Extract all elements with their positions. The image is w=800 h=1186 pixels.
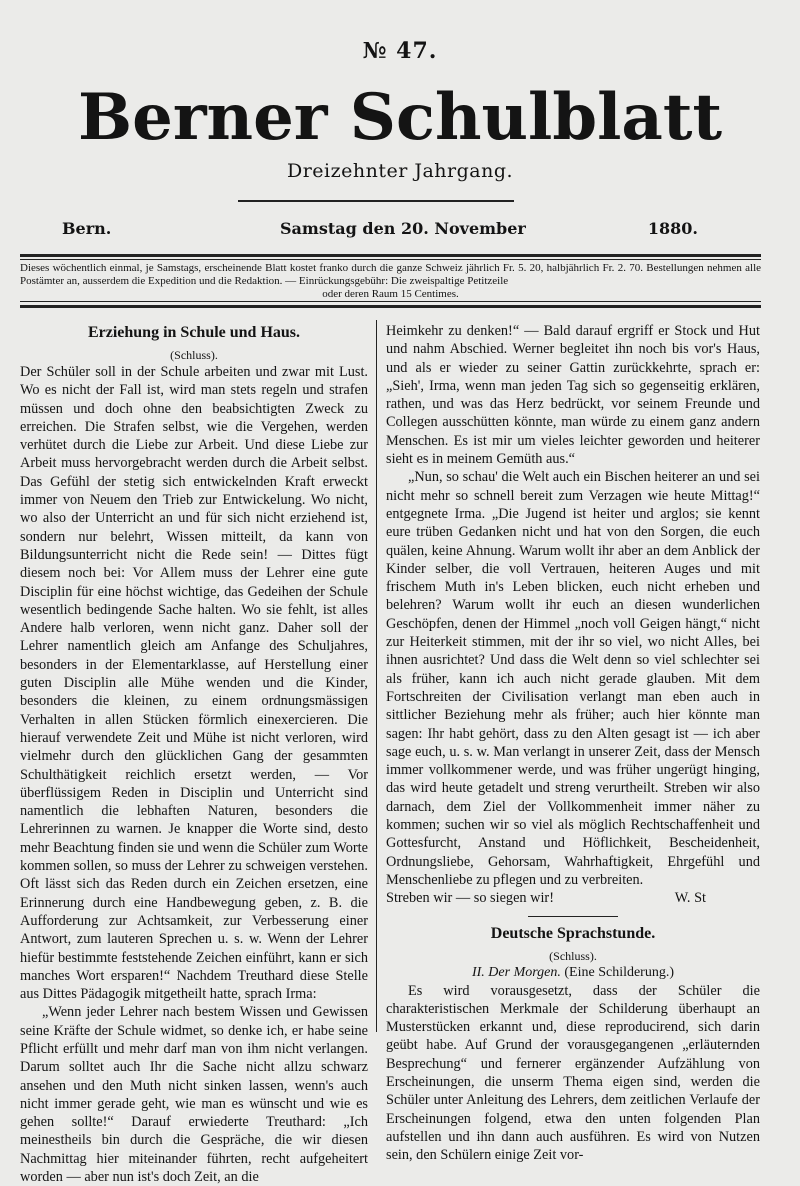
volume-line: Dreizehnter Jahrgang. (286, 160, 514, 182)
article-paragraph: Es wird vorausgesetzt, dass der Schüler die charakteristischen Merkmale der Schilderung überhaupt an Musterstücken erkannt und, diese reproducirend, sich darin geübt habe. Auf Grund der vorausgegangenen „erläuternden Besprechung“ und fernerer ergänzender Aufzählung von Erscheinungen, die unserm Thema eigen sind, werden die Schüler unter Anleitung des Lehrers, dem zeitlichen Verlaufe der Erscheinungen folgend, etwa den unten folgenden Plan aufstellen und ihn dann auch ausführen. Es wird von Nutzen sein, den Schülern einige Zeit vor- (386, 982, 760, 1164)
section-title: II. Der Morgen. (471, 964, 561, 980)
article-subtitle-schluss: (Schluss). (170, 348, 218, 362)
article-title-erziehung: Erziehung in Schule und Haus. (87, 324, 301, 341)
header-rule-top-thin (20, 259, 761, 260)
notice-rule-thin (20, 301, 761, 302)
notice-line-1: Dieses wöchentlich einmal, je Samstags, erscheinende Blatt kostet franko durch die ganze Schweiz jährlich Fr. 5. 20, halbjährlich Fr. 2. 70. (20, 262, 643, 274)
column-divider (376, 320, 377, 1032)
closing-sentence: Streben wir — so siegen wir! (386, 890, 554, 907)
section-note: (Eine Schilderung.) (564, 964, 675, 980)
closing-line (386, 889, 760, 907)
subscription-notice (20, 262, 761, 301)
place-label: Bern. (62, 219, 112, 238)
left-column (20, 322, 368, 1186)
masthead-title: Berner Schulblatt (78, 80, 722, 155)
notice-line-3: oder deren Raum 15 Centimes. (322, 288, 459, 300)
date-label: Samstag den 20. November (280, 219, 526, 238)
masthead-divider (238, 200, 514, 202)
article-paragraph: „Nun, so schau' die Welt auch ein Bischen heiterer an und sei nicht mehr so schnell bereit zum Verzagen wie heute Mittag!“ entgegnete Irma. „Die Jugend ist heiter und arglos; sie kennt eure trüben Gedanken nicht und hat von den Sorgen, die euch quälen, keine Ahnung. Warum wollt ihr aber an dem Anblick der Kinder selber, die voll Vertrauen, heiteren Auges und mit frischem Muth in's Leben blicken, euch nicht erheben und belehren? Warum wollt ihr euch an diesen wunderlichen Geschöpfen, denen der Himmel „noch voll Geigen hängt,“ nicht zur Heiterkeit stimmen, mit der ihr so viel, wo nicht Alles, bei ihnen ausrichtet? Und dass die Welt denn so viel schlechter sei als früher, kann ich auch nicht gerade glauben. Mit dem Fortschreiten der Civilisation verlangt man eben auch in sittlicher Beziehung mehr als früher; auch hier könnte man sagen: Ihr habt gehört, dass zu den Alten gesagt ist — ich aber sage euch, u. s. w. Man verlangt in unserer Zeit, dass der Mensch immer vollkommener werde, und was früher ungerügt hinging, das wird heute getadelt und streng verurtheilt. Streben wir also darnach, dem Ziel der Vollkommenheit immer näher zu kommen; suchen wir so viel als möglich Rechtschaffenheit und Gottesfurcht, Anstand und Höflichkeit, Bescheidenheit, Ordnungsliebe, Gehorsam, Wahrhaftigkeit, Ehrgefühl und Menschenliebe zu pflegen und zu verbreiten. (386, 469, 760, 888)
header-rule-top (20, 254, 761, 257)
year-label: 1880. (647, 219, 698, 238)
notice-line-2: Bestellungen nehmen alle Postämter an, ausserdem die Expedition und die Redaktion. — Einrückungsgebühr: Die zweispaltige Petitzeile (20, 262, 762, 287)
section-heading (386, 964, 760, 982)
issue-number: № 47. (362, 38, 438, 64)
article-paragraph: Der Schüler soll in der Schule arbeiten und zwar mit Lust. Wo es nicht der Fall ist, wird man stets regeln und strafen müssen und doch ohne den beabsichtigten Zweck zu erreichen. Die Strafen selbst, wie die Vergehen, werden verhütet durch die Liebe zur Arbeit. Und diese Liebe zur Arbeit muss hervorgebracht werden durch die Arbeit selbst. Das Gefühl der stetig sich entwickelnden Kraft erweckt immer von Neuem den Trieb zur Entwickelung. Wo nicht, wo also der Unterricht an und für sich nicht erziehend ist, sondern nur belehrt, Wissen mitteilt, da kann von Bildungsunterricht nicht die Rede sein! — Dittes fügt diesem noch bei: Vor Allem muss der Lehrer eine gute Disciplin für eine höchst wichtige, das Gedeihen der Schule wesentlich bedingende Sache halten. Wo sie fehlt, ist alles Andere halb verloren, wenn nicht ganz. Daher soll der Lehrer namentlich gleich am Anfange des Schuljahres, besonders in der Elementarklasse, auf Herstellung einer guten Disciplin alle Mühe wenden und die Kinder, besonders die kleinen, zu einem ordnungsmässigen Verhalten in allen Stücken förmlich einexercieren. Die hierauf verwendete Zeit und Mühe ist nicht verloren, wird vielmehr durch den glücklichen Gang der gesammten Schulthätigkeit reichlich ersetzt werden, — Vor überflüssigem Reden in Disciplin und Unterricht sind namentlich die lebhaften Naturen, besonders die Lehrerinnen zu warnen. Je knapper die Worte sind, desto mehr Beachtung finden sie und wenn die Schüler zum Worte kommen sollen, so muss der Lehrer zu schweigen verstehen. Oft lässt sich das Reden durch ein Zeichen ersetzen, eine Erinnerung durch eine Handbewegung geben, z. B. die Aufforderung zur Achtsamkeit, zur Verbesserung einer Antwort, zum lauteren Sprechen u. s. w. Wenn der Lehrer hiefür bestimmte feststehende Zeichen einführt, kann er sich manches Wort ersparen!“ Nachdem Treuthard diese Stelle aus Dittes Pädagogik mitgetheilt hatte, sprach Irma: (20, 364, 368, 1003)
author-signature: W. St (674, 890, 706, 907)
article-paragraph: „Wenn jeder Lehrer nach bestem Wissen und Gewissen seine Kräfte der Schule widmet, so denke ich, er habe seine Pflicht erfüllt und mehr darf man von ihm nicht verlangen. Darum solltet auch Ihr die Sache nicht allzu schwarz ansehen und den Muth nicht sinken lassen, wenn's auch nicht immer gerade geht, wie man es wünscht und wie es gehen sollte!“ Darauf erwiederte Treuthard: „Ich meinestheils bin durch die Gespräche, die wir diesen Nachmittag hier miteinander führten, recht aufgeheitert worden — aber nun ist's doch Zeit, an die (20, 1004, 368, 1186)
article-title-sprachstunde: Deutsche Sprachstunde. (490, 924, 656, 942)
right-column (386, 322, 760, 1164)
article-paragraph: Heimkehr zu denken!“ — Bald darauf ergriff er Stock und Hut und nahm Abschied. Werner begleitet ihn noch bis vor's Haus, und als er wieder zu seiner Gattin zurückkehrte, sprach er: „Sieh', Irma, wenn man jeden Tag sich so gegenseitig erklären, rathen, und was das Herz bedrückt, vor seinem Freunde und Collegen ausschütten könnte, man würde zu einem ganz andern Menschen. Es ist mir um vieles leichter geworden und heiterer sieht es in meinem Gemüth aus.“ (386, 323, 760, 468)
notice-rule-thick (20, 305, 761, 308)
article-subtitle-schluss-2: (Schluss). (549, 948, 597, 963)
article-divider (528, 916, 618, 917)
